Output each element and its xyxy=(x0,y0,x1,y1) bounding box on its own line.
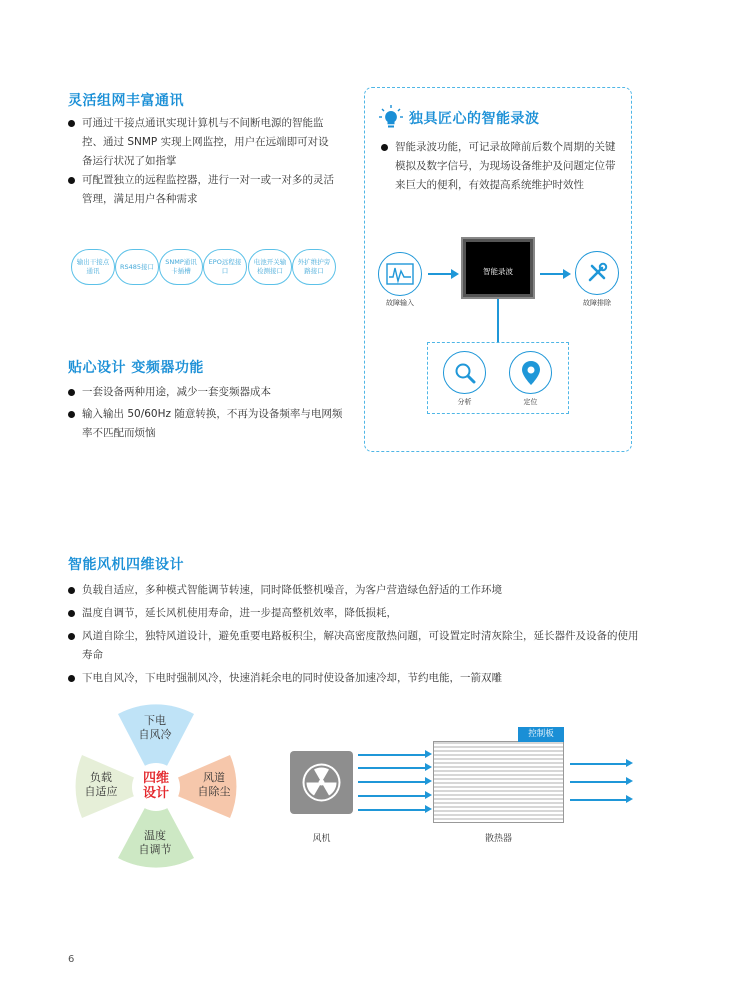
port-dry-contact: 输出干接点通讯 xyxy=(71,249,115,285)
airflow-arrow xyxy=(358,795,426,797)
bullet-item: 温度自调节，延长风机使用寿命，进一步提高整机效率，降低损耗， xyxy=(68,604,643,623)
petal-left-label: 负载 自适应 xyxy=(84,771,118,798)
bullet-item: 风道自除尘，独特风道设计，避免重要电路板积尘，解决高密度散热问题，可设置定时清灰除尘，延长器件及设备的使用寿命 xyxy=(68,627,643,665)
port-epo: EPO远程接口 xyxy=(203,249,247,285)
fan-box xyxy=(290,751,353,814)
petal-top-label: 下电 自风冷 xyxy=(138,714,172,741)
center-label: 四维 设计 xyxy=(142,771,169,801)
bullet-item: 可配置独立的远程监控器，进行一对一或一对多的灵活管理，满足用户各种需求 xyxy=(68,171,338,209)
bullet-item: 输入输出 50/60Hz 随意转换，不再为设备频率与电网频率不匹配而烦恼 xyxy=(68,405,343,443)
fault-input-label: 故障输入 xyxy=(386,299,414,307)
airflow-arrow xyxy=(358,809,426,811)
arrow-right-icon xyxy=(425,791,432,799)
waveform-icon xyxy=(378,252,422,296)
port-maintenance-bypass: 外扩维护旁路接口 xyxy=(292,249,336,285)
port-snmp: SNMP通讯卡插槽 xyxy=(159,249,203,285)
airflow-arrow xyxy=(570,799,627,801)
bullet-item: 负载自适应，多种模式智能调节转速，同时降低整机噪音，为客户营造绿色舒适的工作环境 xyxy=(68,581,643,600)
fan-label: 风机 xyxy=(312,834,331,844)
airflow-arrow xyxy=(358,767,426,769)
arrow-right-icon xyxy=(425,805,432,813)
bullet-item: 可通过干接点通讯实现计算机与不间断电源的智能监控、通过 SNMP 实现上网监控，用户在远端即可对设备运行状况了如指掌 xyxy=(68,114,338,171)
airflow-arrow xyxy=(570,781,627,783)
location-pin-icon xyxy=(509,351,552,394)
heatsink-label: 散热器 xyxy=(484,834,512,844)
lightbulb-icon xyxy=(378,104,404,130)
bullet-item: 智能录波功能，可记录故障前后数个周期的关键模拟及数字信号，为现场设备维护及问题定位带来巨大的便利，有效提高系统维护时效性 xyxy=(381,138,621,195)
analyze-label: 分析 xyxy=(457,398,472,406)
airflow-arrow xyxy=(358,781,426,783)
recording-screen: 智能录波 xyxy=(461,237,535,299)
arrow-right-icon xyxy=(451,269,459,279)
section-title-smart-fan: 智能风机四维设计 xyxy=(68,557,184,573)
airflow-arrow xyxy=(570,763,627,765)
control-board-tag: 控制板 xyxy=(518,727,564,742)
port-rs485: RS485接口 xyxy=(115,249,159,285)
arrow-right-icon xyxy=(626,777,633,785)
arrow-right-icon xyxy=(425,777,432,785)
section-title-frequency-converter: 贴心设计 变频器功能 xyxy=(68,360,204,376)
port-battery-switch: 电池开关输检测接口 xyxy=(248,249,292,285)
petal-right-label: 风道 自除尘 xyxy=(197,771,231,798)
locate-label: 定位 xyxy=(523,398,538,406)
arrow-right-icon xyxy=(425,763,432,771)
radiation-fan-icon xyxy=(290,751,353,814)
airflow-arrow xyxy=(358,754,426,756)
bullet-item: 下电自风冷，下电时强制风冷，快速消耗余电的同时使设备加速冷却，节约电能，一箭双雕 xyxy=(68,669,643,688)
tools-icon xyxy=(575,251,619,295)
section-title-smart-recording: 独具匠心的智能录波 xyxy=(409,111,540,127)
bullet-item: 一套设备两种用途，减少一套变频器成本 xyxy=(68,383,343,402)
arrow-right-icon xyxy=(425,750,432,758)
petal-bottom-label: 温度 自调节 xyxy=(138,829,172,856)
magnifier-icon xyxy=(443,351,486,394)
section-title-networking: 灵活组网丰富通讯 xyxy=(68,93,184,109)
fault-fixed-label: 故障排除 xyxy=(583,299,611,307)
arrow-right-icon xyxy=(563,269,571,279)
arrow-right-icon xyxy=(626,795,633,803)
page-number: 6 xyxy=(68,954,75,965)
heatsink xyxy=(433,741,564,823)
arrow-right-icon xyxy=(626,759,633,767)
